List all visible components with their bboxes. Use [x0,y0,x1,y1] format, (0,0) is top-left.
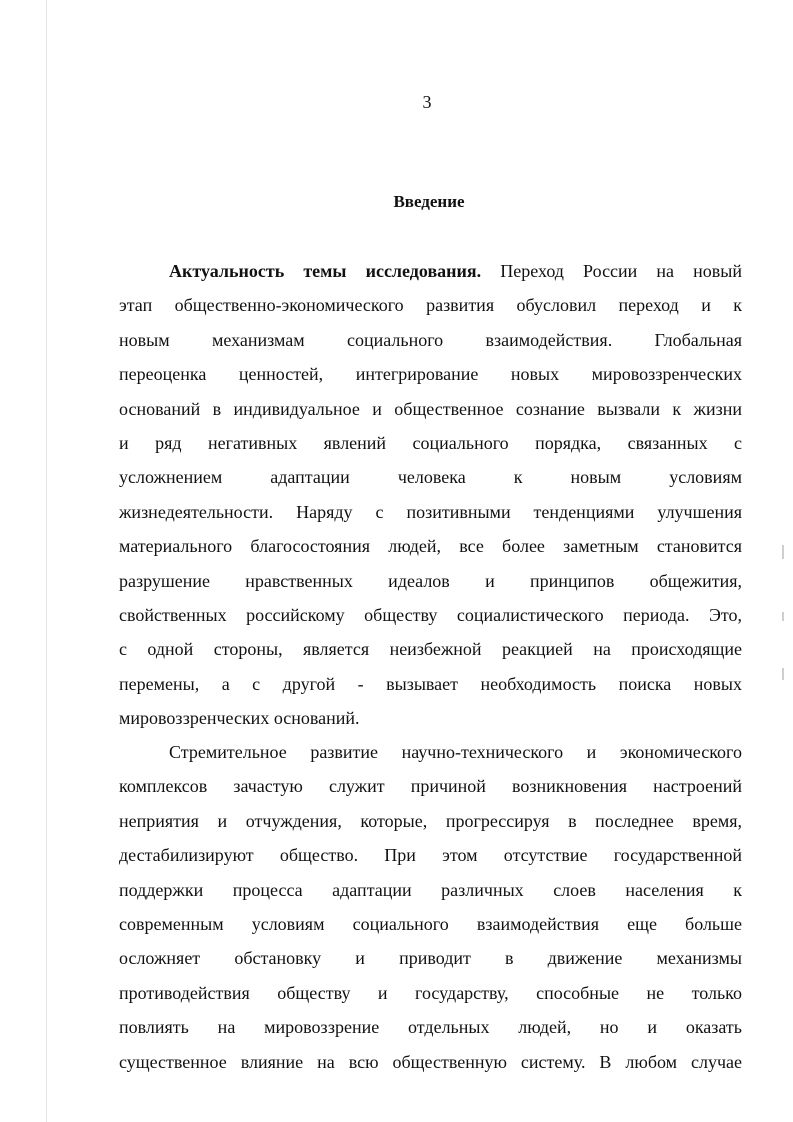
paragraph-line: материального благосостояния людей, все более заметным становится [119,536,742,557]
paragraph-line-text: Переход России на новый [481,261,743,281]
paragraph-relevance [119,254,742,735]
paragraph-line: этап общественно-экономического развития обусловил переход и к [119,295,742,316]
paragraph-line: усложнением адаптации человека к новым условиям [119,467,742,488]
paragraph-line: разрушение нравственных идеалов и принципов общежития, [119,570,742,591]
paragraph-line: повлиять на мировоззрение отдельных людей, но и оказать [119,1017,742,1038]
paragraph-line: мировоззренческих оснований. [119,708,360,729]
paragraph-line: свойственных российскому обществу социалистического периода. Это, [119,604,742,625]
paragraph-line: оснований в индивидуальное и общественное сознание вызвали к жизни [119,398,742,419]
paragraph-line: противодействия обществу и государству, способные не только [119,982,742,1003]
paragraph-line: осложняет обстановку и приводит в движение механизмы [119,948,742,969]
paragraph-line: комплексов зачастую служит причиной возникновения настроений [119,776,742,797]
paragraph-line: современным условиям социального взаимодействия еще больше [119,913,742,934]
scan-margin-mark [782,545,784,559]
paragraph-line [119,254,742,288]
paragraph-lead: Актуальность темы исследования. [169,261,482,281]
paragraph-line: и ряд негативных явлений социального порядка, связанных с [119,432,742,453]
paragraph-line: дестабилизируют общество. При этом отсутствие государственной [119,845,742,866]
paragraph-line: неприятия и отчуждения, которые, прогрессируя в последнее время, [119,810,742,831]
section-heading: Введение [393,192,465,211]
paragraph-line: Стремительное развитие научно-технического и экономического [169,742,742,762]
paragraph-development [119,735,742,1079]
paragraph-line: поддержки процесса адаптации различных слоев населения к [119,879,742,900]
paragraph-line: новым механизмам социального взаимодействия. Глобальная [119,329,742,350]
page-number: 3 [422,92,432,112]
paragraph-line: с одной стороны, является неизбежной реакцией на происходящие [119,639,742,660]
scan-edge-line [46,0,47,1122]
paragraph-line: жизнедеятельности. Наряду с позитивными тенденциями улучшения [119,501,742,522]
paragraph-line: существенное влияние на всю общественную систему. В любом случае [119,1051,742,1072]
scan-margin-mark [782,668,784,680]
paragraph-line: переоценка ценностей, интегрирование новых мировоззренческих [119,364,742,385]
scan-margin-mark [782,612,784,621]
paragraph-line: перемены, а с другой - вызывает необходимость поиска новых [119,673,742,694]
